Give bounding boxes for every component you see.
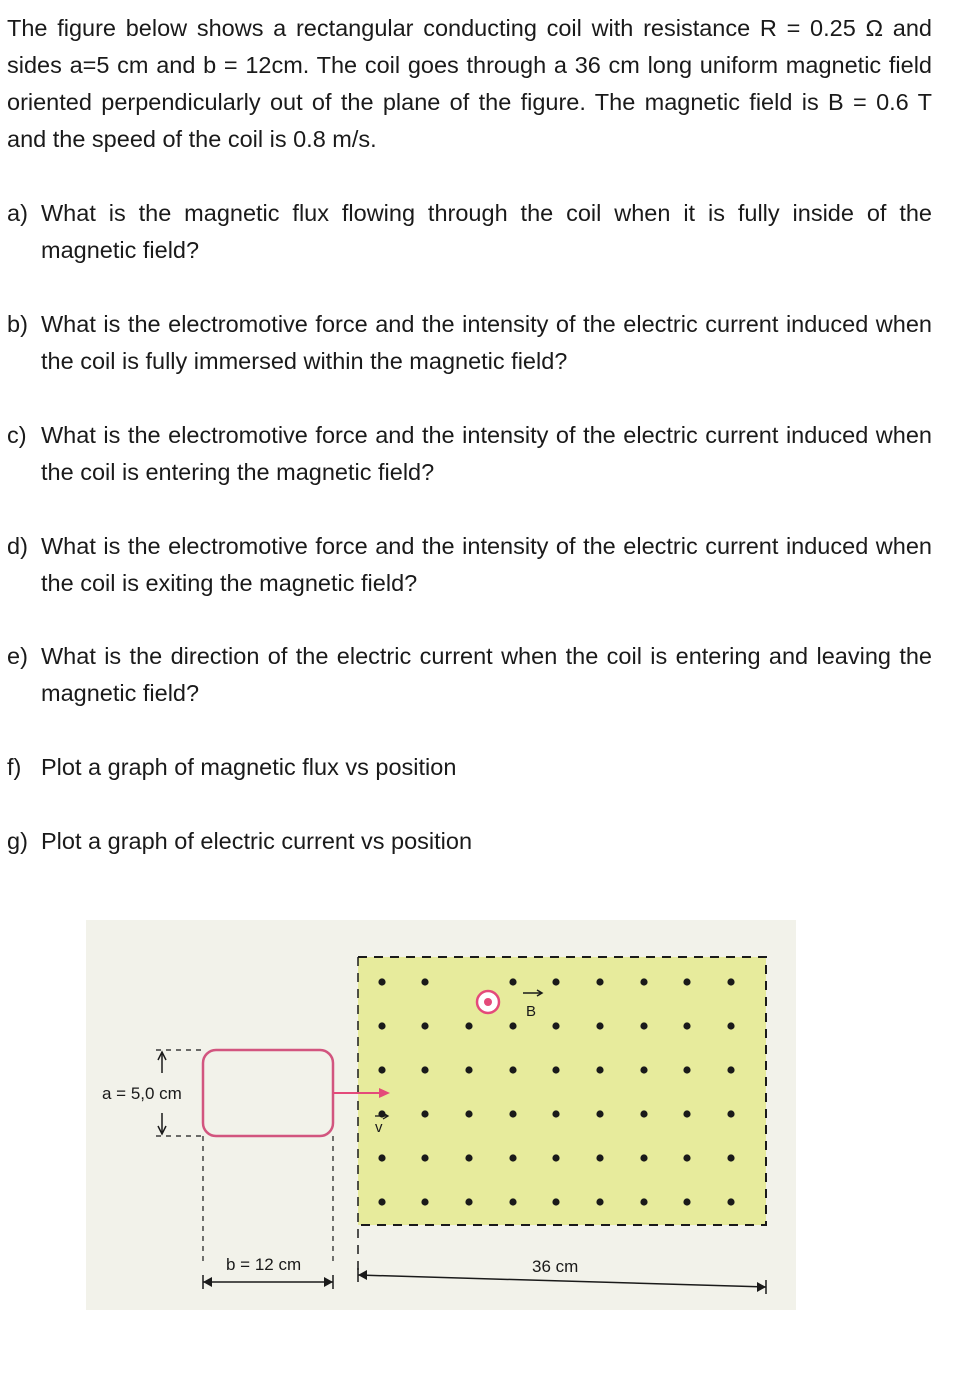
field-dot-icon	[552, 1110, 559, 1117]
question-a	[7, 195, 932, 269]
question-label: c)	[7, 422, 27, 448]
problem-statement: The figure below shows a rectangular conducting coil with resistance R = 0.25 Ω and sides a=5 cm and b = 12cm. The coil goes through a 36 cm long uniform magnetic field oriented perpendicularly out of the plane of the figure. The magnetic field is B = 0.6 T and the speed of the coil is 0.8 m/s.	[7, 15, 932, 152]
question-label: g)	[7, 828, 28, 854]
field-dot-icon	[640, 1154, 647, 1161]
field-dot-icon	[509, 978, 516, 985]
field-dot-icon	[465, 1110, 472, 1117]
question-text: What is the electromotive force and the intensity of the electric current induced when the coil is exiting the magnetic field?	[41, 533, 932, 596]
field-dot-icon	[727, 1154, 734, 1161]
field-dot-icon	[552, 1022, 559, 1029]
field-dot-icon	[596, 1066, 603, 1073]
field-dot-icon	[727, 1198, 734, 1205]
field-dot-icon	[378, 978, 385, 985]
field-dot-icon	[683, 1110, 690, 1117]
field-dot-icon	[727, 1022, 734, 1029]
field-dot-icon	[421, 1110, 428, 1117]
field-dot-icon	[421, 1198, 428, 1205]
field-dot-icon	[552, 1154, 559, 1161]
question-text: What is the magnetic flux flowing through the coil when it is fully inside of the magnetic field?	[41, 200, 932, 263]
field-dot-icon	[683, 1154, 690, 1161]
field-dot-icon	[596, 1198, 603, 1205]
field-dot-icon	[596, 1022, 603, 1029]
question-label: a)	[7, 200, 28, 226]
field-dot-icon	[552, 978, 559, 985]
field-dot-icon	[727, 1110, 734, 1117]
question-g	[7, 823, 932, 860]
question-text: Plot a graph of electric current vs position	[41, 828, 473, 854]
b-dimension-label: b = 12 cm	[226, 1255, 302, 1274]
field-dot-icon	[378, 1066, 385, 1073]
magnetic-field-region	[358, 957, 766, 1225]
question-b	[7, 306, 932, 380]
field-dot-icon	[465, 1198, 472, 1205]
field-dot-icon	[509, 1110, 516, 1117]
figure-svg	[86, 920, 796, 1310]
field-dot-icon	[640, 1110, 647, 1117]
question-f	[7, 749, 932, 786]
field-dot-icon	[465, 1154, 472, 1161]
field-dot-icon	[596, 978, 603, 985]
question-label: e)	[7, 643, 28, 669]
question-e	[7, 638, 932, 712]
field-dot-icon	[552, 1066, 559, 1073]
field-length-label: 36 cm	[532, 1257, 579, 1276]
field-dot-icon	[552, 1198, 559, 1205]
velocity-label: v	[375, 1119, 383, 1136]
field-dot-icon	[465, 1066, 472, 1073]
field-dot-icon	[683, 1022, 690, 1029]
field-dot-icon	[421, 978, 428, 985]
field-dot-icon	[421, 1066, 428, 1073]
field-dot-icon	[378, 1198, 385, 1205]
field-dot-icon	[378, 1022, 385, 1029]
question-c	[7, 417, 932, 491]
field-dot-icon	[509, 1154, 516, 1161]
question-text: What is the direction of the electric current when the coil is entering and leaving the magnetic field?	[41, 643, 932, 706]
field-dot-icon	[640, 978, 647, 985]
field-dot-icon	[596, 1110, 603, 1117]
question-text: Plot a graph of magnetic flux vs position	[41, 754, 457, 780]
question-text: What is the electromotive force and the intensity of the electric current induced when the coil is fully immersed within the magnetic field?	[41, 311, 932, 374]
field-dot-icon	[727, 978, 734, 985]
a-dimension-label: a = 5,0 cm	[102, 1084, 182, 1103]
question-d	[7, 528, 932, 602]
question-label: f)	[7, 754, 22, 780]
question-label: b)	[7, 311, 28, 337]
field-dot-icon	[421, 1154, 428, 1161]
field-dot-icon	[683, 1066, 690, 1073]
field-dot-icon	[465, 1022, 472, 1029]
field-dot-icon	[421, 1022, 428, 1029]
field-label: B	[526, 1003, 537, 1020]
field-dot-icon	[596, 1154, 603, 1161]
field-dot-icon	[509, 1198, 516, 1205]
field-dot-icon	[378, 1154, 385, 1161]
question-text: What is the electromotive force and the intensity of the electric current induced when the coil is entering the magnetic field?	[41, 422, 932, 485]
field-dot-icon	[509, 1066, 516, 1073]
field-dot-icon	[683, 1198, 690, 1205]
field-dot-icon	[640, 1066, 647, 1073]
field-dot-icon	[683, 978, 690, 985]
field-dot-icon	[640, 1198, 647, 1205]
field-dot-icon	[727, 1066, 734, 1073]
field-out-dot-icon	[484, 998, 492, 1006]
field-dot-icon	[640, 1022, 647, 1029]
coil-field-figure	[86, 920, 796, 1310]
field-dot-icon	[509, 1022, 516, 1029]
question-label: d)	[7, 533, 28, 559]
